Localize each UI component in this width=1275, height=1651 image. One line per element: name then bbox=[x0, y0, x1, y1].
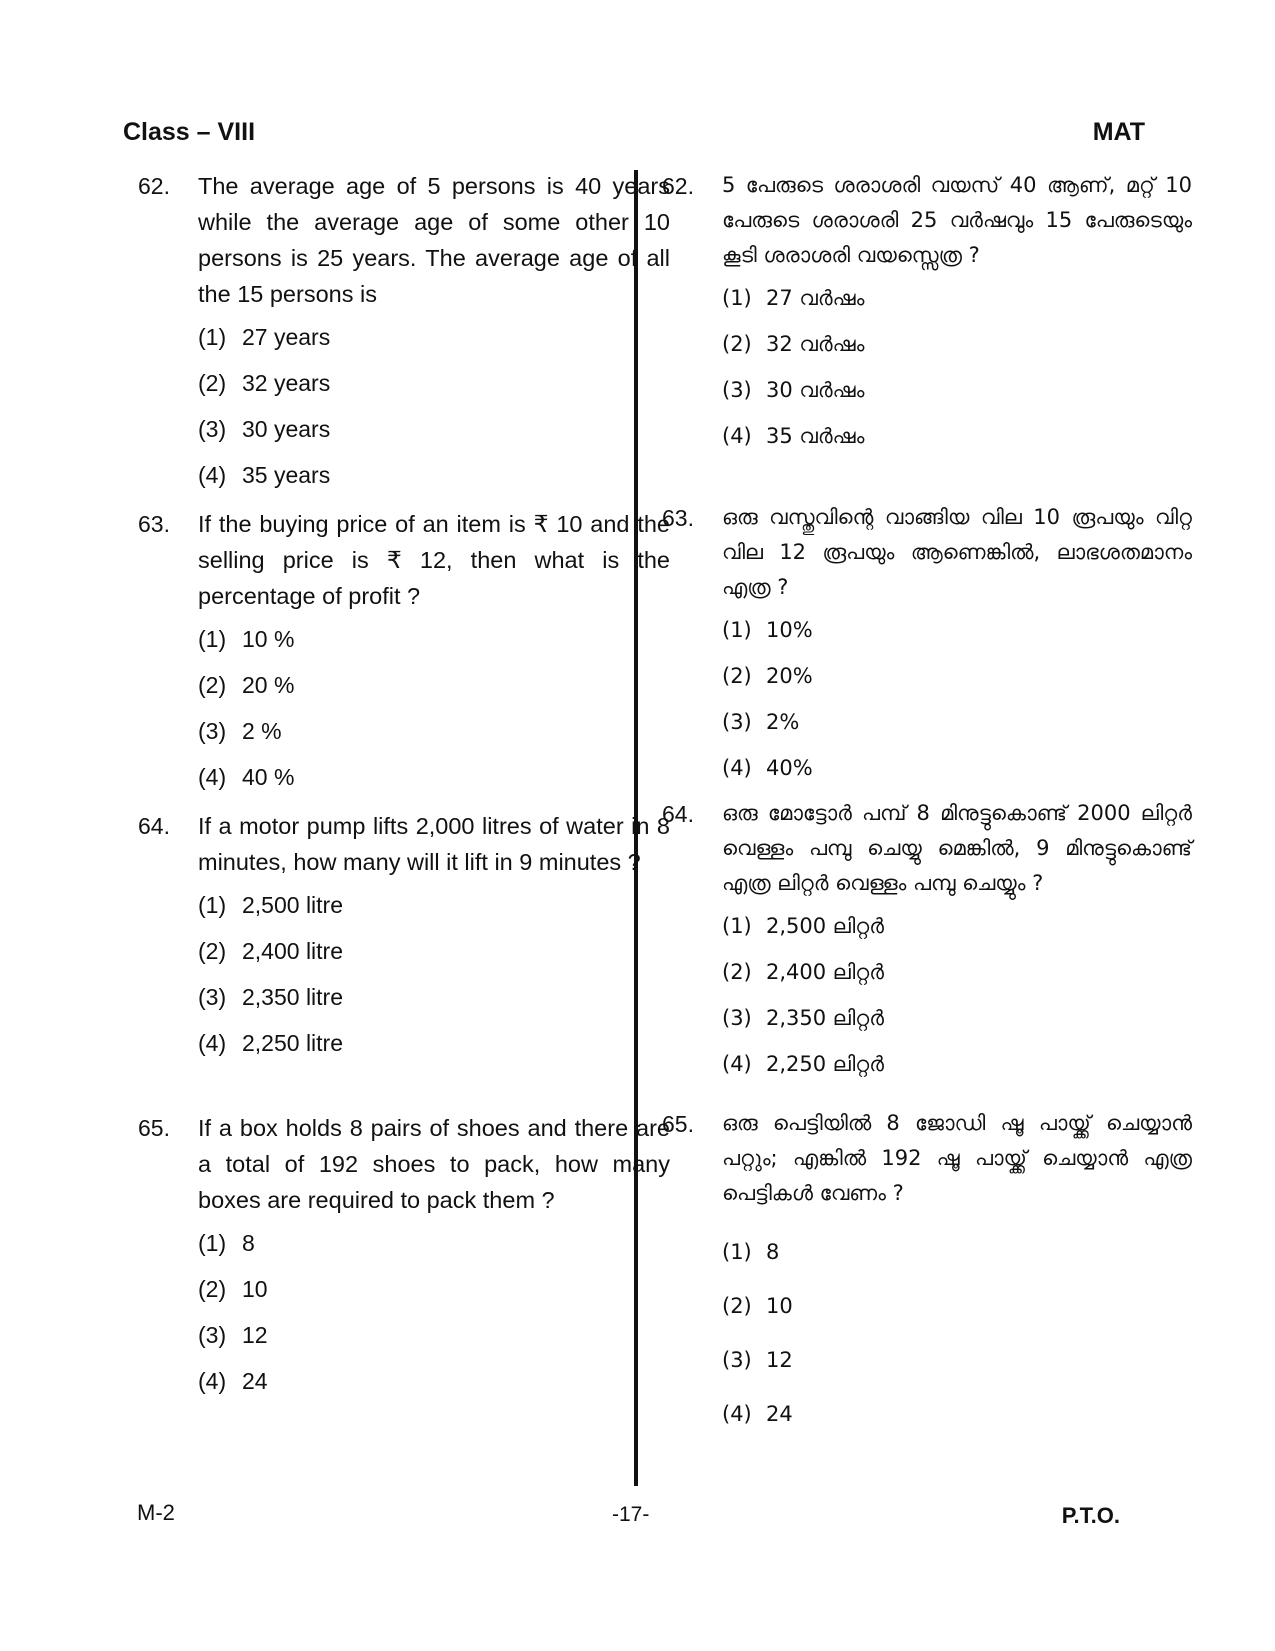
question-text: ഒരു വസ്തുവിന്റെ വാങ്ങിയ വില 10 രൂപയും വിറ്റ വില 12 രൂപയും ആണെങ്കിൽ, ലാഭശതമാനം എത്ര ? bbox=[722, 505, 1192, 599]
options bbox=[198, 1228, 670, 1412]
option-4: (4) 40% bbox=[722, 756, 813, 780]
page-number: -17- bbox=[612, 1503, 650, 1526]
option-3: (3) 2% bbox=[722, 710, 800, 734]
option-4: (4) 2,250 ലിറ്റർ bbox=[722, 1052, 884, 1076]
question-65-ml bbox=[662, 1106, 1192, 1453]
options bbox=[722, 615, 1192, 799]
option-2: (2) 32 വർഷം bbox=[722, 332, 865, 356]
question-64-en bbox=[138, 808, 670, 1074]
footer-pto: P.T.O. bbox=[1061, 1503, 1120, 1528]
question-text: If the buying price of an item is ₹ 10 and the selling price is ₹ 12, then what is the percentage of profit ? bbox=[198, 511, 670, 609]
option-4: (4) 40 % bbox=[198, 764, 295, 790]
option-3: (3) 12 bbox=[722, 1348, 793, 1372]
question-number: 62. bbox=[662, 173, 694, 199]
question-62-en bbox=[138, 168, 670, 506]
question-number: 64. bbox=[138, 813, 170, 839]
option-2: (2) 2,400 ലിറ്റർ bbox=[722, 960, 884, 984]
header-class: Class – VIII bbox=[123, 118, 256, 146]
question-62-ml bbox=[662, 168, 1192, 467]
option-2: (2) 20% bbox=[722, 664, 813, 688]
question-65-en bbox=[138, 1110, 670, 1412]
option-3: (3) 30 വർഷം bbox=[722, 378, 865, 402]
footer-code: M-2 bbox=[137, 1500, 175, 1525]
question-text: If a box holds 8 pairs of shoes and there are a total of 192 shoes to pack, how many boxes are required to pack them ? bbox=[198, 1115, 670, 1213]
option-1: (1) 10 % bbox=[198, 626, 295, 652]
option-4: (4) 24 bbox=[198, 1368, 268, 1394]
option-4: (4) 2,250 litre bbox=[198, 1030, 344, 1056]
question-number: 64. bbox=[662, 801, 694, 827]
option-4: (4) 35 years bbox=[198, 462, 331, 488]
option-2: (2) 20 % bbox=[198, 672, 295, 698]
question-number: 63. bbox=[662, 505, 694, 531]
option-2: (2) 10 bbox=[198, 1276, 268, 1302]
question-64-ml bbox=[662, 796, 1192, 1095]
option-1: (1) 2,500 litre bbox=[198, 892, 344, 918]
question-text: ഒരു പെട്ടിയിൽ 8 ജോഡി ഷൂ പായ്ക്ക് ചെയ്യാൻ പറ്റും; എങ്കിൽ 192 ഷൂ പായ്ക്ക് ചെയ്യാൻ എത്ര പെട്ടികൾ വേണം ? bbox=[722, 1111, 1192, 1205]
option-4: (4) 24 bbox=[722, 1402, 793, 1426]
option-4: (4) 35 വർഷം bbox=[722, 424, 865, 448]
options bbox=[198, 890, 670, 1074]
option-3: (3) 2,350 ലിറ്റർ bbox=[722, 1006, 884, 1030]
options bbox=[722, 911, 1192, 1095]
options bbox=[722, 1237, 1192, 1453]
header-subject: MAT bbox=[1092, 118, 1145, 146]
option-2: (2) 2,400 litre bbox=[198, 938, 344, 964]
question-number: 62. bbox=[138, 173, 170, 199]
option-3: (3) 2,350 litre bbox=[198, 984, 344, 1010]
option-1: (1) 2,500 ലിറ്റർ bbox=[722, 914, 884, 938]
options bbox=[198, 322, 670, 506]
question-text: If a motor pump lifts 2,000 litres of water in 8 minutes, how many will it lift in 9 minutes ? bbox=[198, 813, 670, 875]
option-1: (1) 8 bbox=[198, 1230, 255, 1256]
question-number: 65. bbox=[662, 1111, 694, 1137]
question-number: 65. bbox=[138, 1115, 170, 1141]
question-63-ml bbox=[662, 500, 1192, 799]
option-3: (3) 30 years bbox=[198, 416, 331, 442]
option-3: (3) 12 bbox=[198, 1322, 268, 1348]
question-number: 63. bbox=[138, 511, 170, 537]
question-text: The average age of 5 persons is 40 years while the average age of some other 10 persons is 25 years. The average age of all the 15 persons is bbox=[198, 173, 670, 307]
options bbox=[198, 624, 670, 808]
option-1: (1) 8 bbox=[722, 1240, 780, 1264]
question-text: ഒരു മോട്ടോർ പമ്പ് 8 മിനുട്ടുകൊണ്ട് 2000 ലിറ്റർ വെള്ളം പമ്പു ചെയ്യു മെങ്കിൽ, 9 മിനുട്ടുകൊണ്ട് എത്ര ലിറ്റർ വെള്ളം പമ്പു ചെയ്യും ? bbox=[722, 801, 1192, 895]
option-1: (1) 27 years bbox=[198, 324, 331, 350]
option-2: (2) 10 bbox=[722, 1294, 793, 1318]
question-63-en bbox=[138, 506, 670, 808]
option-1: (1) 10% bbox=[722, 618, 813, 642]
options bbox=[722, 283, 1192, 467]
option-2: (2) 32 years bbox=[198, 370, 331, 396]
option-3: (3) 2 % bbox=[198, 718, 282, 744]
option-1: (1) 27 വർഷം bbox=[722, 286, 865, 310]
question-text: 5 പേരുടെ ശരാശരി വയസ് 40 ആണ്, മറ്റ് 10 പേരുടെ ശരാശരി 25 വർഷവും 15 പേരുടെയും കൂടി ശരാശരി വയസ്സെത്ര ? bbox=[722, 173, 1192, 267]
